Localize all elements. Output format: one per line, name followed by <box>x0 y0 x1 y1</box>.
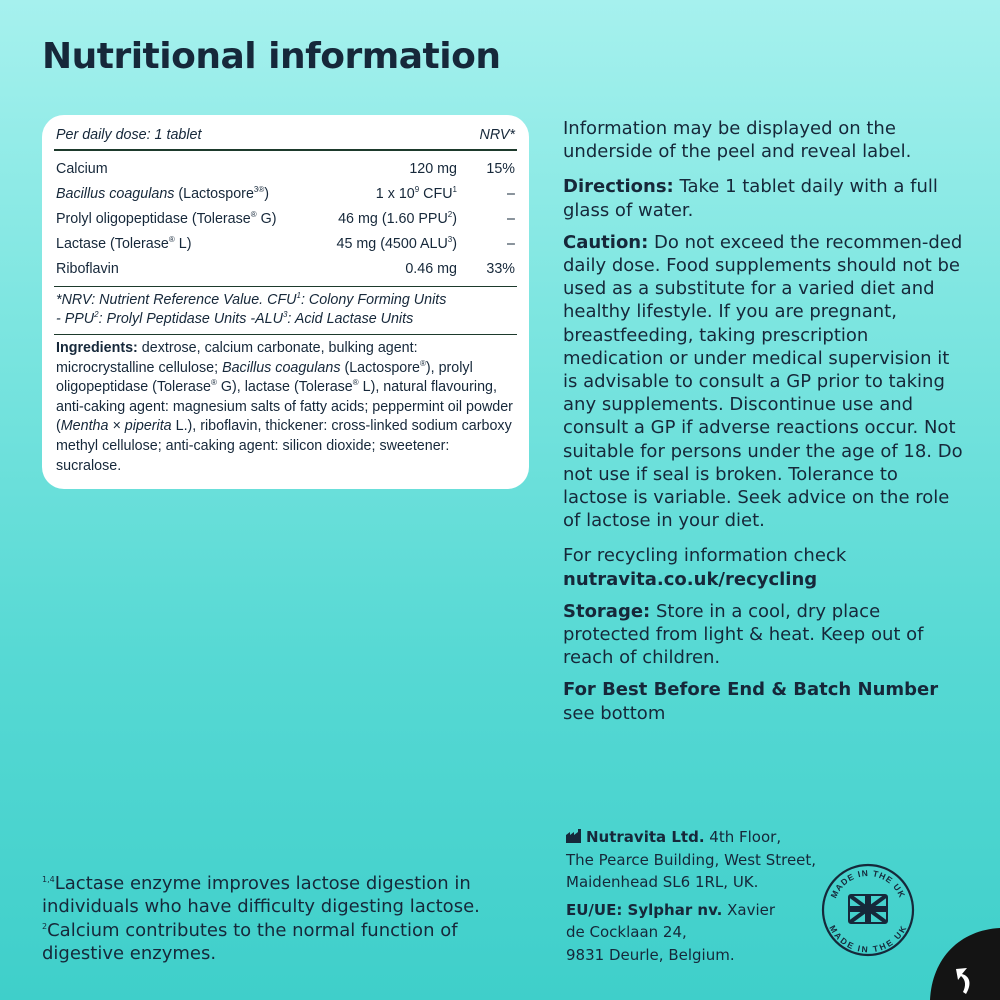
manufacturer-address: Nutravita Ltd. 4th Floor, The Pearce Building, West Street, Maidenhead SL6 1RL, UK. EU/UE: Sylphar nv. Xavier de Cocklaan 24, 9831 Deurle, Belgium. <box>566 828 817 964</box>
caution: Caution: Do not exceed the recommen-ded daily dose. Food supplements should not be used as a substitute for a varied diet and healthy lifestyle. If you are pregnant, breastfeeding, taking prescription medication or under medical supervision it is advisable to consult a GP prior to taking any supplements. Discontinue use and consult a GP if adverse reactions occur. Not suitable for persons under the age of 18. Do not use if seal is broken. Tolerance to lactose is variable. Seek advice on the role of lactose in your diet. <box>563 231 963 532</box>
table-row <box>56 156 515 181</box>
svg-text:MADE IN THE UK: MADE IN THE UK <box>827 923 909 955</box>
table-row <box>56 256 515 281</box>
nrv-label: NRV* <box>479 127 515 143</box>
table-row <box>56 206 515 231</box>
nutrient-amount: 46 mg (1.60 PPU$^2$) <box>338 209 457 227</box>
health-claims: $^{1,4}$Lactase enzyme improves lactose digestion in individuals who have difficulty digesting lactose. $^2$Calcium contributes to the normal function of digestive enzymes. <box>42 873 480 965</box>
table-row <box>56 231 515 256</box>
table-header <box>56 125 515 149</box>
nutrient-name: Calcium <box>56 160 108 177</box>
storage: Storage: Store in a cool, dry place protected from light & heat. Keep out of reach of children. <box>563 600 924 669</box>
page-title: Nutritional information <box>42 36 501 77</box>
nutrient-amount: 120 mg <box>409 160 457 177</box>
nutrient-nrv: – <box>507 235 515 252</box>
table-row <box>56 181 515 206</box>
nutrient-name: Lactase (Tolerase® L) <box>56 234 192 252</box>
page-turn-icon <box>930 928 1000 1000</box>
nutrient-nrv: – <box>507 185 515 202</box>
nutrient-name: Prolyl oligopeptidase (Tolerase® G) <box>56 209 277 227</box>
recycling-info: For recycling information check nutravita.co.uk/recycling <box>563 545 847 590</box>
dose-label: Per daily dose: 1 tablet <box>56 127 202 143</box>
info-column <box>563 117 968 734</box>
best-before: For Best Before End & Batch Number see bottom <box>563 679 939 724</box>
recycling-link: nutravita.co.uk/recycling <box>563 568 818 590</box>
nutrient-nrv: 33% <box>486 260 515 277</box>
nutrient-amount: 1 x $10^9$ CFU$^1$ <box>375 184 457 202</box>
factory-icon <box>566 829 582 843</box>
nutrient-nrv: – <box>507 210 515 227</box>
svg-text:MADE IN THE UK: MADE IN THE UK <box>828 867 908 900</box>
ingredients-text: Ingredients: dextrose, calcium carbonate, bulking agent: microcrystalline cellulose; Bacillus coagulans (Lactospore®), prolyl oligopeptidase (Tolerase® G), lactase (Tolerase® L), natural flavouring, anti-caking agent: magnesium salts of fatty acids; peppermint oil powder (Mentha × piperita L.), riboflavin, thickener: cross-linked sodium carboxy methyl cellulose; anti-caking agent: silicon dioxide; sweetener: sucralose. <box>56 340 513 474</box>
table-footnote: *NRV: Nutrient Reference Value. CFU$^1$: Colony Forming Units - PPU$^2$: Prolyl Peptidase Units -ALU$^3$: Acid Lactase Units <box>56 291 447 327</box>
nutrient-name: Riboflavin <box>56 260 119 277</box>
table-body <box>56 151 515 286</box>
nutrient-amount: 45 mg (4500 ALU$^3$) <box>336 234 457 252</box>
nutrient-nrv: 15% <box>486 160 515 177</box>
directions: Directions: Take 1 tablet daily with a full glass of water. <box>563 176 938 221</box>
label-info: Information may be displayed on the underside of the peel and reveal label. <box>563 118 912 163</box>
made-in-uk-badge <box>820 862 916 958</box>
nutrient-name: Bacillus coagulans (Lactospore$^{3®}$) <box>56 184 270 202</box>
nutrition-table <box>42 115 529 489</box>
nutrient-amount: 0.46 mg <box>405 260 457 277</box>
union-flag-icon <box>849 895 887 923</box>
